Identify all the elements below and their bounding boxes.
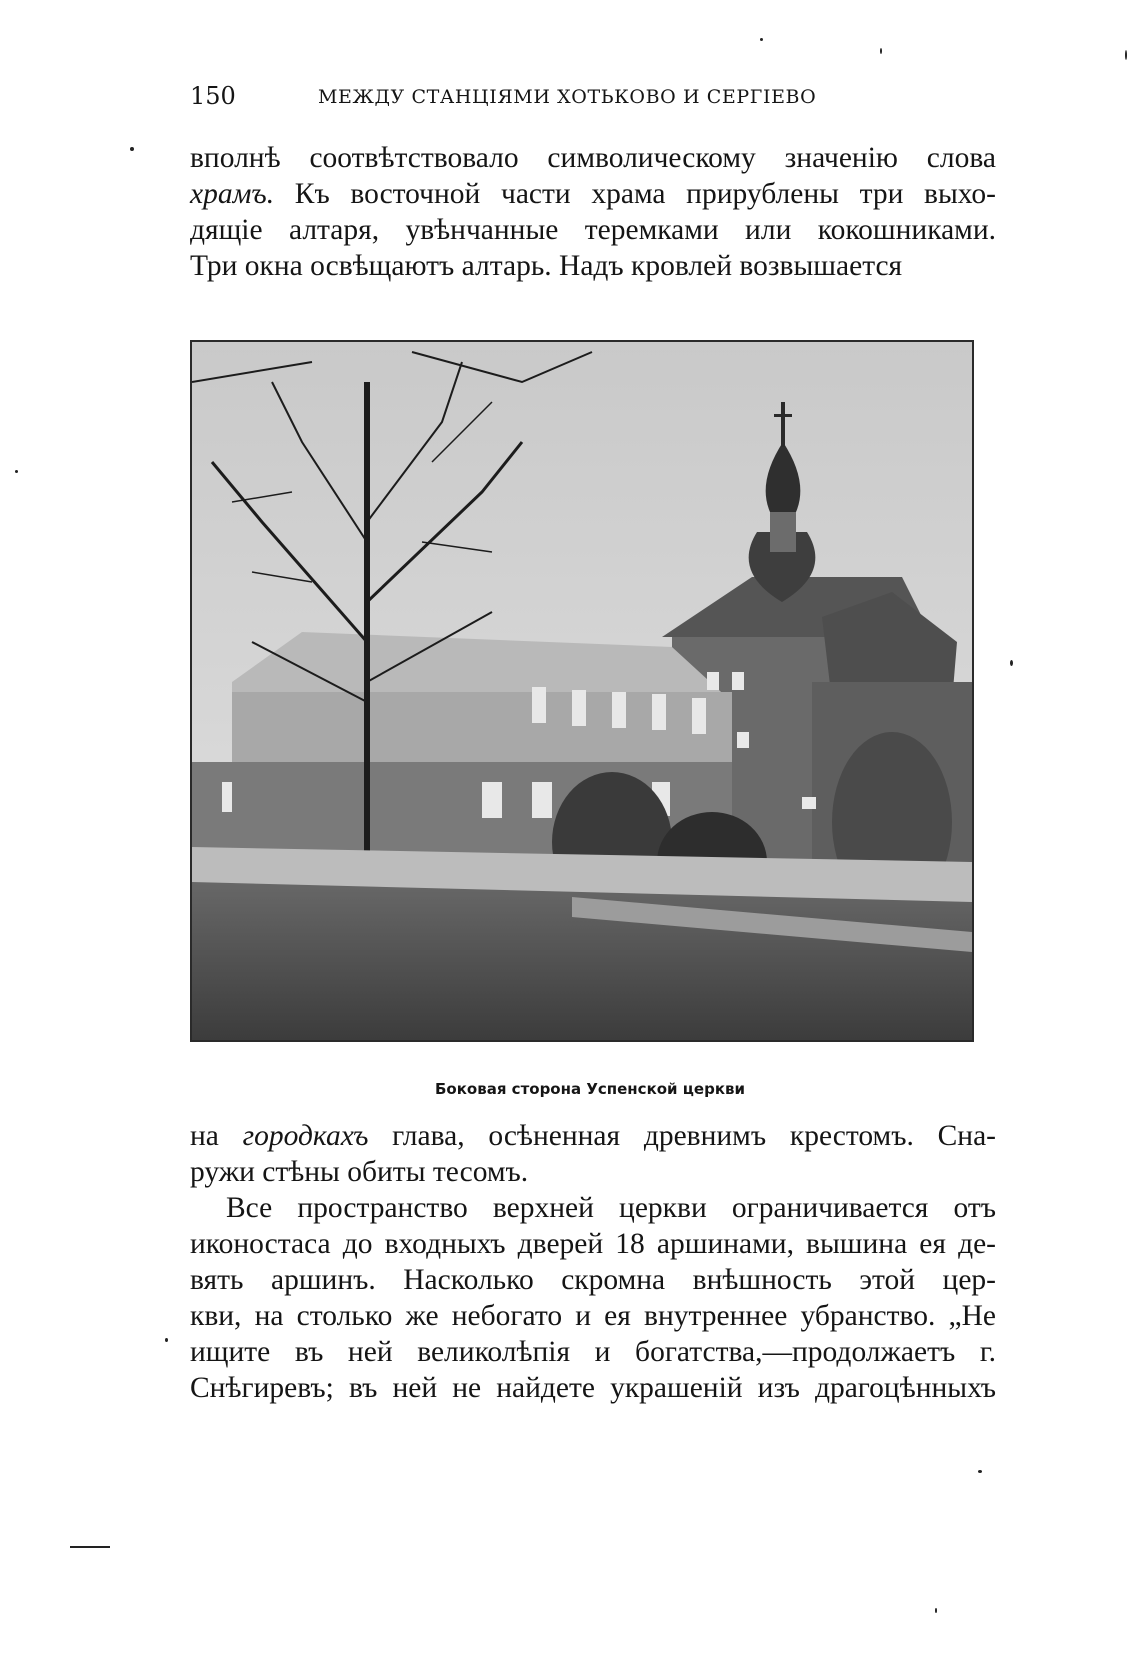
italic-word: городкахъ <box>242 1120 369 1152</box>
cross-post <box>781 402 785 447</box>
text-line: кви, на столько же небогато и ея внутреннее убранство. „Не <box>190 1300 996 1332</box>
scan-speck <box>978 1470 982 1473</box>
scan-speck <box>130 147 134 151</box>
scan-speck <box>15 470 18 473</box>
scan-speck <box>1125 50 1127 60</box>
scan-mark <box>70 1546 110 1548</box>
cross-bar <box>774 414 792 417</box>
scan-speck <box>760 38 763 41</box>
church-photograph <box>190 340 974 1042</box>
text-fragment: глава, осѣненная древнимъ крестомъ. Сна- <box>368 1120 996 1152</box>
church-photo-illustration <box>192 342 972 1040</box>
text-line: Три окна освѣщаютъ алтарь. Надъ кровлей возвышается <box>190 250 903 282</box>
text-line: ищите въ ней великолѣпiя и богатства,—продолжаетъ г. <box>190 1336 996 1368</box>
text-line: Все пространство верхней церкви ограничивается отъ <box>226 1192 996 1224</box>
drum <box>770 512 796 552</box>
text-fragment: на <box>190 1120 243 1152</box>
text-line: вполнѣ соотвѣтствовало символическому значенiю слова <box>190 142 996 174</box>
page-header <box>190 82 990 118</box>
text-line: вять аршинъ. Насколько скромна внѣшность этой цер- <box>190 1264 996 1296</box>
text-line <box>190 1118 996 1154</box>
text-line <box>190 176 996 212</box>
italic-word: храмъ. <box>190 178 275 210</box>
scan-speck <box>935 1608 937 1613</box>
bottom-paragraph <box>190 1118 996 1406</box>
text-fragment: Къ восточной части храма прирублены три выхо- <box>274 178 996 210</box>
text-line: иконостаса до входныхъ дверей 18 аршинами, вышина ея де- <box>190 1228 996 1260</box>
text-line: дящiе алтаря, увѣнчанные теремками или кокошниками. <box>190 214 996 246</box>
text-line: Снѣгиревъ; въ ней не найдете украшенiй изъ драгоцѣнныхъ <box>190 1372 996 1404</box>
scan-speck <box>880 48 882 54</box>
top-paragraph <box>190 140 996 284</box>
scan-speck <box>1010 660 1013 666</box>
text-line: ружи стѣны обиты тесомъ. <box>190 1156 529 1188</box>
figure-caption: Боковая сторона Успенской церкви <box>434 1080 745 1098</box>
running-title: МЕЖДУ СТАНЦIЯМИ ХОТЬКОВО И СЕРГIЕВО <box>318 86 817 108</box>
scan-speck <box>165 1338 168 1342</box>
page-number: 150 <box>190 82 236 110</box>
